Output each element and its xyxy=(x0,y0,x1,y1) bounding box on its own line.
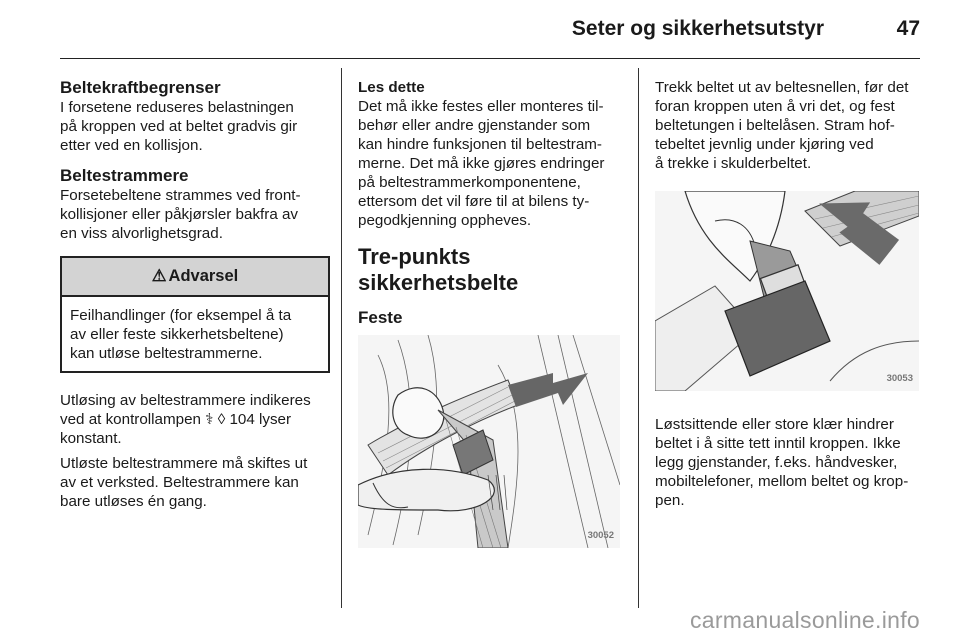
header-title: Seter og sikkerhetsutstyr xyxy=(571,17,824,40)
watermark: carmanualsonline.info xyxy=(689,607,920,633)
replace-text: Utløste beltestrammere må skiftes ut av et verksted. Beltestrammere kan bare utløses én gang. xyxy=(60,455,308,510)
column-1 xyxy=(60,78,330,517)
heading-pretensioner: Beltestrammere xyxy=(60,166,189,185)
page-number: 47 xyxy=(896,17,920,40)
heading-belt-limiter: Beltekraftbegrenser xyxy=(60,78,221,97)
column-3 xyxy=(655,78,925,516)
heading-three-point-belt: Tre-punkts sikkerhetsbelte xyxy=(358,244,519,295)
belt-limiter-text: I forsetene reduseres belastningen på kroppen ved at beltet gradvis gir etter ved en kollisjon. xyxy=(60,99,298,154)
warning-header xyxy=(62,258,328,297)
trigger-text: Utløsing av beltestrammere indikeres ved at kontrollampen ⚕ ◊ 104 lyser konstant. xyxy=(60,392,311,447)
belt-fastening-illustration xyxy=(358,335,620,548)
warning-icon: ⚠ xyxy=(151,267,167,285)
buckle-illustration xyxy=(655,191,919,391)
column-divider-1 xyxy=(341,68,342,608)
clothing-text: Løstsittende eller store klær hindrer beltet i å sitte tett inntil kroppen. Ikke legg gjenstander, f.eks. håndvesker, mobiltelefoner, mellom beltet og krop- pen. xyxy=(655,416,909,509)
column-2 xyxy=(358,78,624,548)
note-title: Les dette xyxy=(358,79,425,96)
page-ref-icon: ◊ xyxy=(217,411,226,428)
heading-fasten: Feste xyxy=(358,308,403,327)
instruction-text: Trekk beltet ut av beltesnellen, før det foran kroppen uten å vri det, og fest beltetungen i beltelåsen. Stram hof- tebeltet jevnlig under kjøring ved å trekke i skulderbeltet. xyxy=(655,79,909,172)
warning-body: Feilhandlinger (for eksempel å ta av eller feste sikkerhetsbeltene) kan utløse beltestrammerne. xyxy=(70,307,292,362)
belt-fastening-figure xyxy=(358,335,620,548)
column-divider-2 xyxy=(638,68,639,608)
figure-code: 30052 xyxy=(587,530,614,541)
note-text: Det må ikke festes eller monteres til- behør eller andre gjenstander som kan hindre funksjonen til beltestram- merne. Det må ikke gjøres endringer på beltestrammerkomponentene, ettersom det vil føre til at bilens ty- pegodkjenning oppheves. xyxy=(358,98,605,229)
figure-code: 30053 xyxy=(886,373,913,384)
warning-box xyxy=(60,256,330,373)
header-rule xyxy=(60,58,920,59)
pretensioner-text: Forsetebeltene strammes ved front- kollisjoner eller påkjørsler bakfra av en viss alvorlighetsgrad. xyxy=(60,187,301,242)
warning-title: Advarsel xyxy=(168,267,239,285)
buckle-figure xyxy=(655,191,919,391)
airbag-lamp-icon: ⚕ xyxy=(205,411,214,428)
